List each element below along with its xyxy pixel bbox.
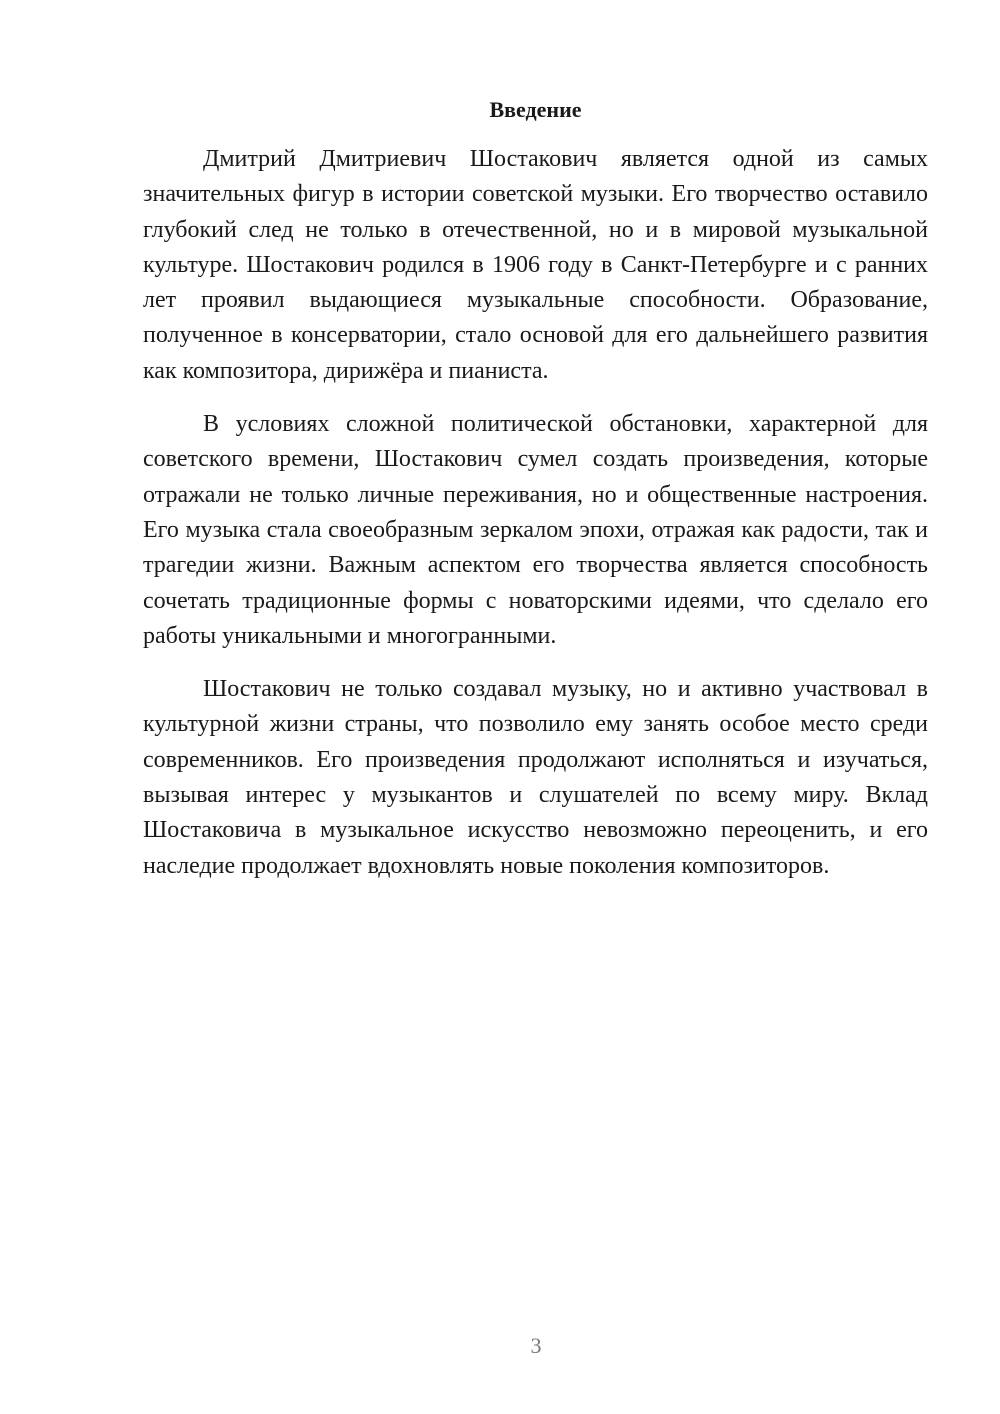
page-number: 3 bbox=[530, 1333, 542, 1358]
paragraph-1: Дмитрий Дмитриевич Шостакович является одной из самых значительных фигур в истории советской музыки. Его творчество оставило глубокий след не только в отечественной, но и в мировой музыкальной культуре. Шостакович родился в 1906 году в Санкт-Петербурге и с ранних лет проявил выдающиеся музыкальные способности. Образование, полученное в консерватории, стало основой для его дальнейшего развития как композитора, дирижёра и пианиста. bbox=[143, 146, 928, 384]
page-content bbox=[143, 92, 928, 902]
section-title: Введение bbox=[489, 97, 582, 122]
paragraph-2: В условиях сложной политической обстановки, характерной для советского времени, Шостакович сумел создать произведения, которые отражали не только личные переживания, но и общественные настроения. Его музыка стала своеобразным зеркалом эпохи, отражая как радости, так и трагедии жизни. Важным аспектом его творчества является способность сочетать традиционные формы с новаторскими идеями, что сделало его работы уникальными и многогранными. bbox=[143, 411, 928, 649]
paragraph-3: Шостакович не только создавал музыку, но и активно участвовал в культурной жизни страны, что позволило ему занять особое место среди современников. Его произведения продолжают исполняться и изучаться, вызывая интерес у музыкантов и слушателей по всему миру. Вклад Шостаковича в музыкальное искусство невозможно переоценить, и его наследие продолжает вдохновлять новые поколения композиторов. bbox=[143, 676, 928, 879]
